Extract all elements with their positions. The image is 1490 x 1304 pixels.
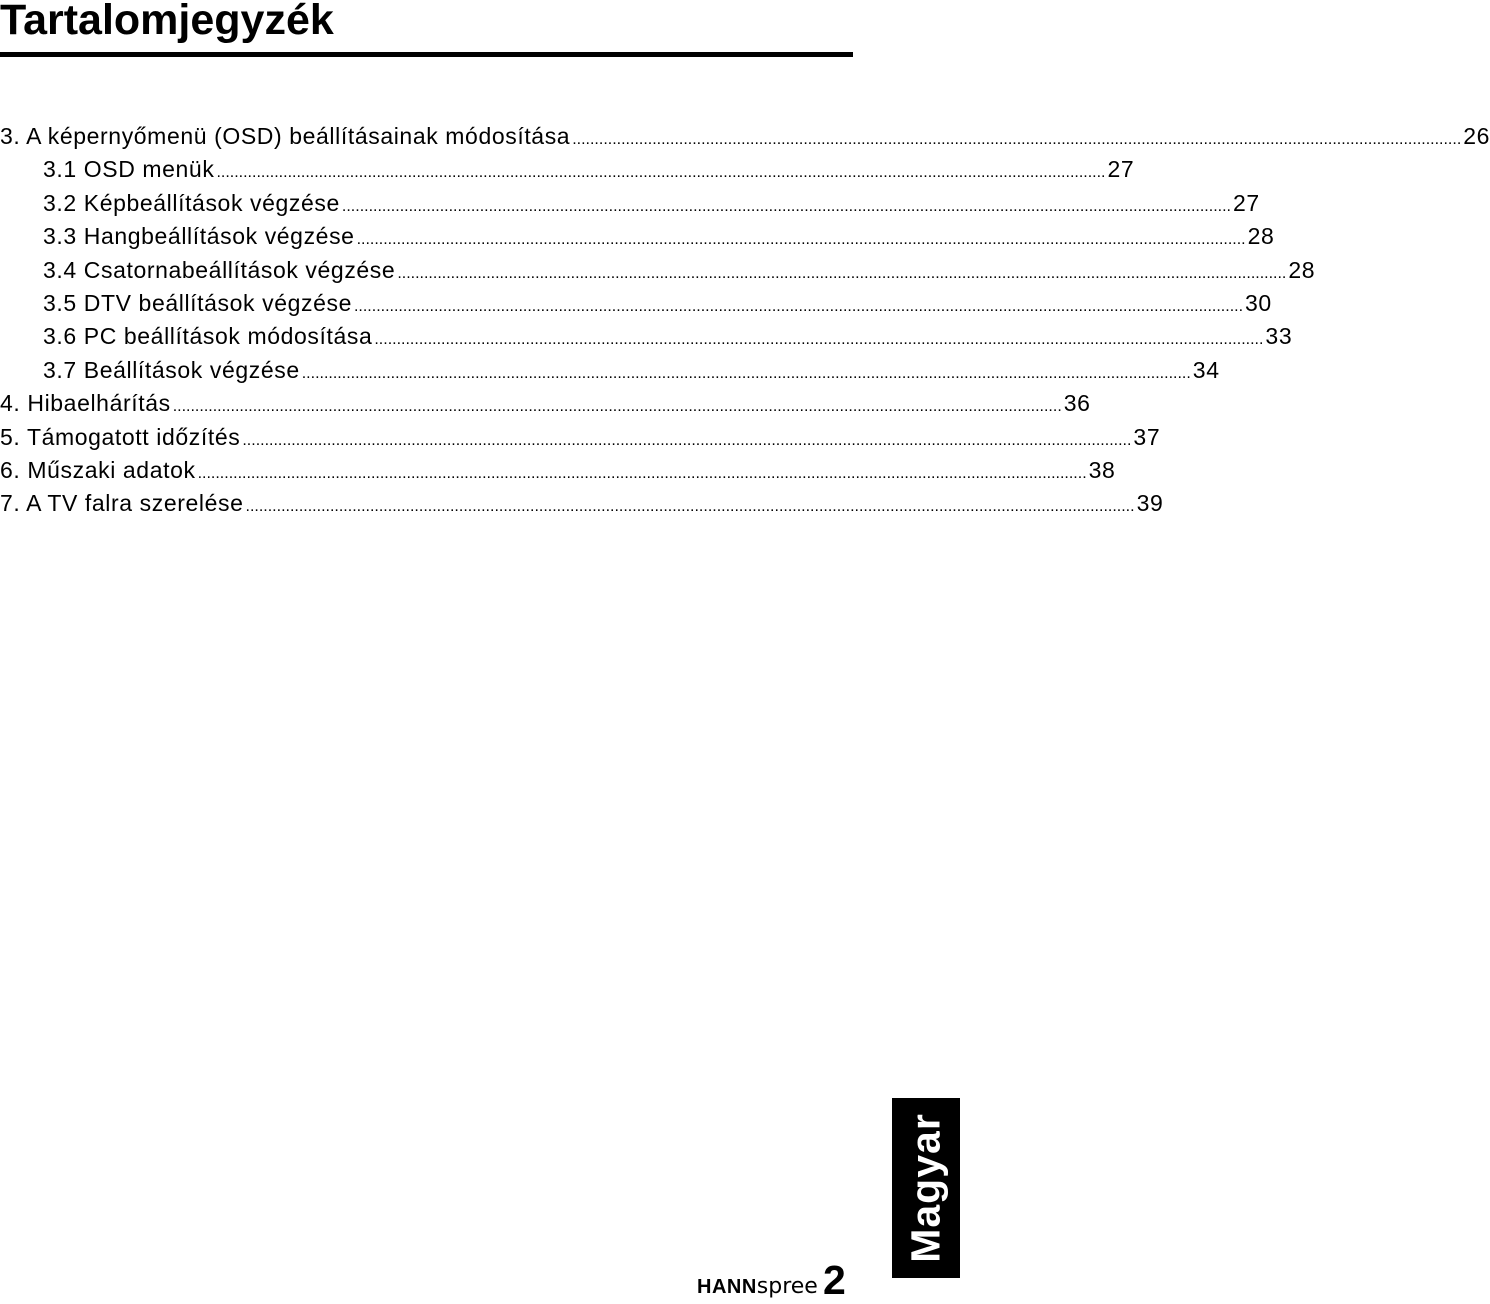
toc-entry-title: 3.5 DTV beállítások végzése — [43, 289, 352, 316]
toc-dot-leader: ........................................................................................................................................................................................................ — [172, 398, 1062, 416]
page-title: Tartalomjegyzék — [0, 0, 334, 44]
toc-entry-page: 36 — [1063, 390, 1091, 417]
toc-entry-page: 28 — [1288, 256, 1316, 283]
toc-dot-leader: ........................................................................................................................................................................................................ — [356, 231, 1246, 249]
toc-entry-page: 30 — [1245, 289, 1272, 316]
toc-entry-page: 39 — [1136, 490, 1164, 517]
toc-dot-leader: ........................................................................................................................................................................................................ — [572, 131, 1462, 148]
toc-entry[interactable] — [0, 487, 1164, 520]
toc-dot-leader: ........................................................................................................................................................................................................ — [245, 498, 1135, 516]
toc-dot-leader: ........................................................................................................................................................................................................ — [397, 264, 1287, 282]
toc-dot-leader: ........................................................................................................................................................................................................ — [242, 431, 1132, 449]
toc-entry-title: 7. A TV falra szerelése — [0, 490, 244, 517]
toc-entry-title: 3.1 OSD menük — [43, 156, 215, 183]
toc-entry[interactable] — [0, 421, 1161, 454]
title-underline — [0, 52, 853, 57]
toc-entry-page: 38 — [1088, 456, 1116, 483]
toc-entry[interactable] — [0, 120, 1490, 153]
toc-entry-page: 34 — [1192, 356, 1220, 383]
brand-logo — [697, 1272, 818, 1301]
brand-logo-bold: HANN — [697, 1276, 757, 1298]
language-tab — [892, 1098, 960, 1278]
language-label: Magyar — [902, 1113, 949, 1263]
toc-entry[interactable] — [0, 287, 1272, 320]
toc-entry-title: 3.7 Beállítások végzése — [43, 356, 300, 383]
toc-entry-page: 33 — [1265, 323, 1293, 350]
toc-entry-page: 26 — [1463, 123, 1490, 149]
brand-logo-light: spree — [756, 1274, 818, 1299]
toc-entry-title: 3.3 Hangbeállítások végzése — [43, 223, 355, 250]
toc-entry[interactable] — [0, 354, 1220, 387]
toc-dot-leader: ........................................................................................................................................................................................................ — [197, 464, 1087, 482]
toc-entry[interactable] — [0, 254, 1316, 287]
toc-entry-page: 27 — [1107, 156, 1135, 183]
toc-entry[interactable] — [0, 187, 1260, 220]
toc-entry-title: 6. Műszaki adatok — [0, 456, 196, 483]
toc-entry-page: 28 — [1247, 223, 1275, 250]
toc-entry-page: 37 — [1133, 423, 1161, 450]
toc-dot-leader: ........................................................................................................................................................................................................ — [374, 331, 1264, 349]
toc-entry-title: 3.2 Képbeállítások végzése — [43, 189, 340, 216]
toc-entry[interactable] — [0, 387, 1091, 420]
toc-entry[interactable] — [0, 454, 1116, 487]
table-of-contents — [0, 120, 1490, 521]
toc-entry[interactable] — [0, 320, 1293, 353]
toc-entry-title: 3.6 PC beállítások módosítása — [43, 323, 373, 350]
toc-entry-page: 27 — [1232, 189, 1260, 216]
page-number: 2 — [823, 1257, 846, 1303]
toc-dot-leader: ........................................................................................................................................................................................................ — [301, 364, 1191, 382]
toc-entry-title: 3. A képernyőmenü (OSD) beállításainak módosítása — [0, 123, 571, 149]
toc-entry[interactable] — [0, 153, 1135, 186]
toc-entry[interactable] — [0, 220, 1275, 253]
toc-entry-title: 4. Hibaelhárítás — [0, 390, 171, 417]
toc-dot-leader: ........................................................................................................................................................................................................ — [216, 164, 1106, 182]
toc-dot-leader: ........................................................................................................................................................................................................ — [353, 297, 1244, 315]
toc-entry-title: 5. Támogatott időzítés — [0, 423, 241, 450]
toc-dot-leader: ........................................................................................................................................................................................................ — [341, 197, 1231, 215]
toc-entry-title: 3.4 Csatornabeállítások végzése — [43, 256, 396, 283]
